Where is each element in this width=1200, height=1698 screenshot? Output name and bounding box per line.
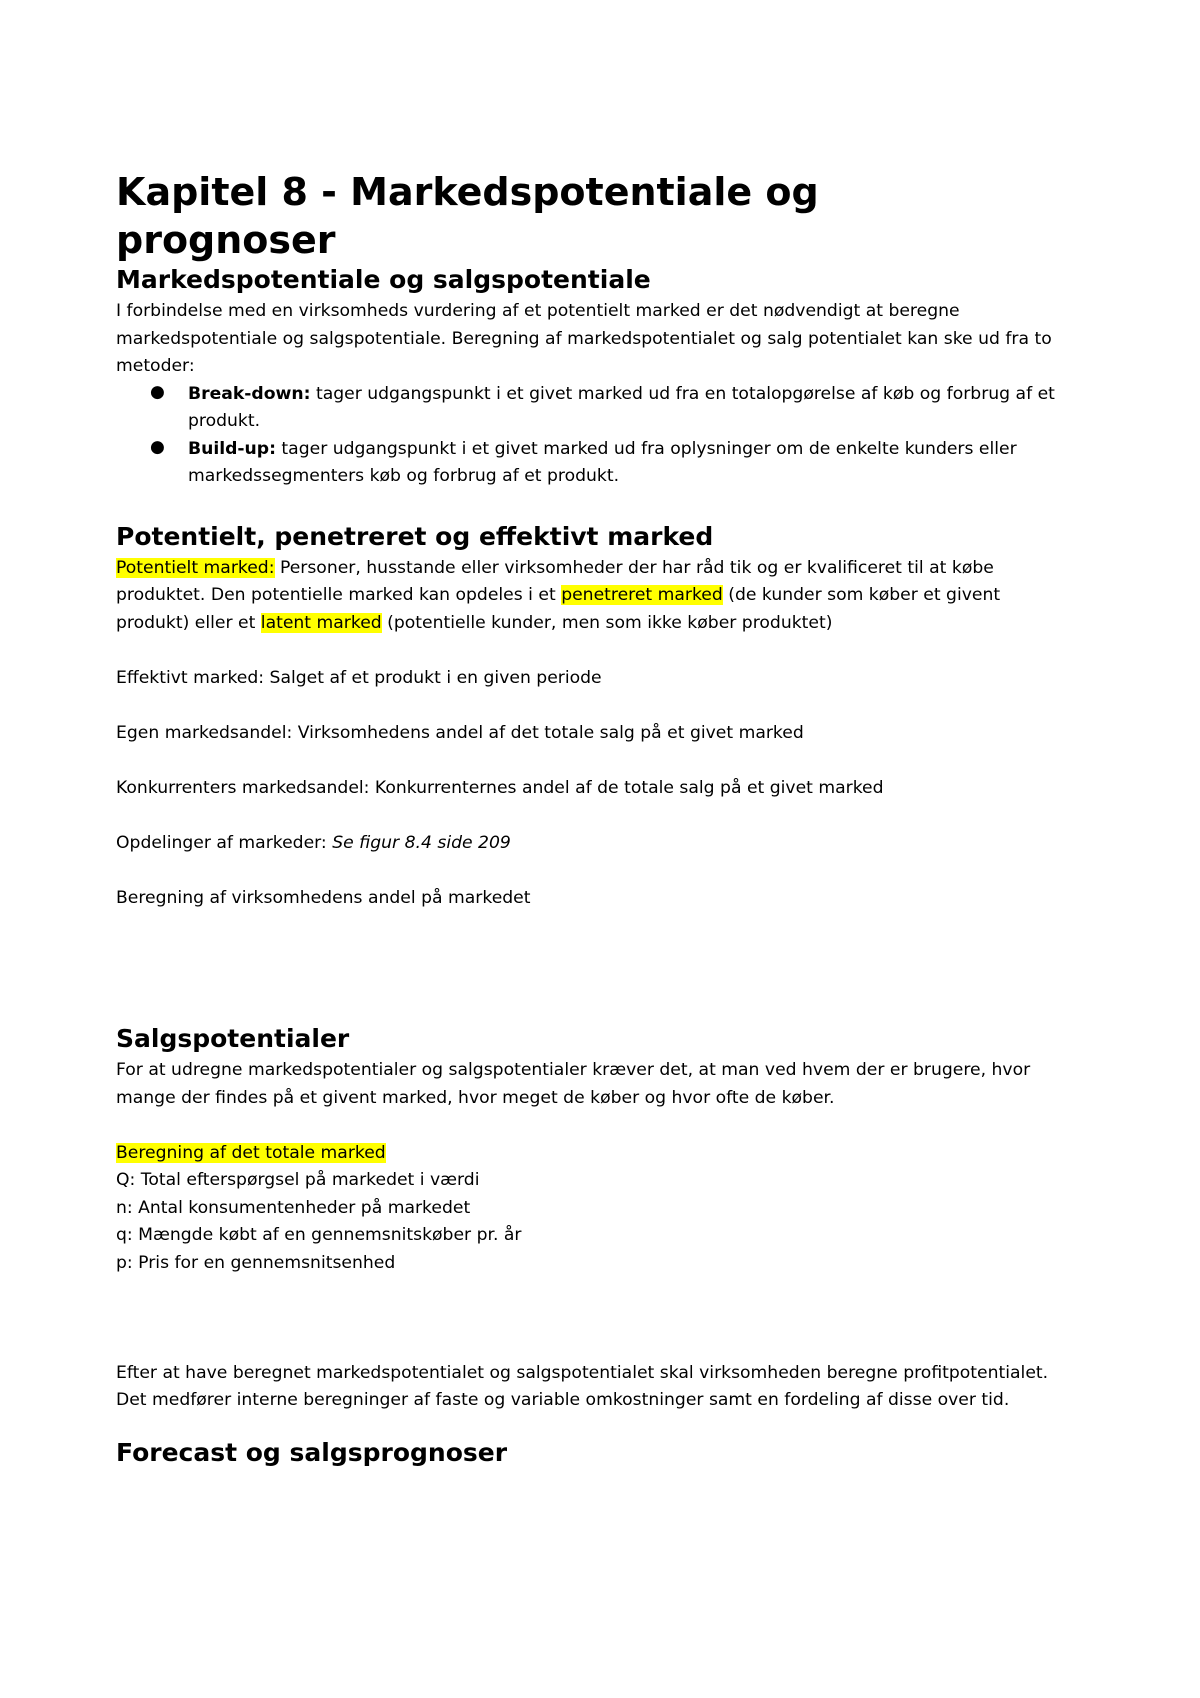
paragraph-text: produkt) eller et bbox=[116, 612, 261, 633]
paragraph-line bbox=[116, 582, 1096, 610]
highlighted-term: Beregning af det totale marked bbox=[116, 1142, 386, 1163]
figure-reference: Se figur 8.4 side 209 bbox=[332, 832, 511, 853]
section-heading-forecast: Forecast og salgsprognoser bbox=[116, 1437, 508, 1467]
term-text: produkt. bbox=[188, 411, 261, 431]
paragraph-line bbox=[116, 1140, 1096, 1168]
paragraph-line: Efter at have beregnet markedspotentialet og salgspotentialet skal virksomheden beregne profitpotentialet. bbox=[116, 1362, 1049, 1383]
bullet-icon: ● bbox=[150, 381, 165, 402]
term-text: markedssegmenters køb og forbrug af et produkt. bbox=[188, 466, 620, 486]
term-label: Break-down: bbox=[188, 383, 311, 404]
section-heading-markedspotentiale: Markedspotentiale og salgspotentiale bbox=[116, 265, 651, 294]
definition-line: p: Pris for en gennemsnitsenhed bbox=[116, 1252, 396, 1273]
paragraph-line: For at udregne markedspotentialer og salgspotentialer kræver det, at man ved hvem der er brugere, hvor bbox=[116, 1060, 1031, 1080]
paragraph-line: Effektivt marked: Salget af et produkt i en given periode bbox=[116, 667, 602, 688]
highlighted-term: Potentielt marked: bbox=[116, 557, 275, 578]
paragraph-text: (potentielle kunder, men som ikke køber produktet) bbox=[381, 612, 833, 633]
term-text: tager udgangspunkt i et givet marked ud fra en totalopgørelse af køb og forbrug af et bbox=[310, 383, 1055, 404]
paragraph-line: Det medfører interne beregninger af faste og variable omkostninger samt en fordeling af disse over tid. bbox=[116, 1390, 1010, 1410]
paragraph-line: markedspotentiale og salgspotentiale. Beregning af markedspotentialet og salg potentialet kan ske ud fra to bbox=[116, 328, 1052, 349]
paragraph-line: mange der findes på et givent marked, hvor meget de køber og hvor ofte de køber. bbox=[116, 1087, 835, 1108]
definition-line: n: Antal konsumentenheder på markedet bbox=[116, 1197, 471, 1218]
paragraph-line bbox=[116, 610, 1096, 638]
paragraph-line: Konkurrenters markedsandel: Konkurrenternes andel af de totale salg på et givet marked bbox=[116, 777, 884, 798]
section-heading-potentielt: Potentielt, penetreret og effektivt marked bbox=[116, 521, 714, 551]
page-title bbox=[116, 168, 1096, 264]
list-item bbox=[150, 381, 1096, 436]
methods-list bbox=[116, 381, 1096, 491]
list-item bbox=[150, 436, 1096, 491]
bullet-icon: ● bbox=[150, 436, 165, 457]
paragraph-text: (de kunder som køber et givent bbox=[722, 585, 1001, 605]
term-label: Build-up: bbox=[188, 438, 276, 459]
paragraph-text: produktet. Den potentielle marked kan opdeles i et bbox=[116, 585, 562, 605]
paragraph-text: Personer, husstande eller virksomheder der har råd tik og er kvalificeret til at købe bbox=[274, 557, 994, 578]
paragraph-line: I forbindelse med en virksomheds vurdering af et potentielt marked er det nødvendigt at beregne bbox=[116, 301, 960, 321]
definition-line: q: Mængde købt af en gennemsnitskøber pr. år bbox=[116, 1225, 522, 1245]
section-heading-salgspotentialer: Salgspotentialer bbox=[116, 1024, 350, 1053]
page-title-line: Kapitel 8 - Markedspotentiale og bbox=[116, 170, 819, 214]
paragraph-text: Opdelinger af markeder: bbox=[116, 832, 333, 853]
paragraph-line: Beregning af virksomhedens andel på markedet bbox=[116, 887, 531, 908]
paragraph-line: metoder: bbox=[116, 356, 195, 376]
page-title-line: prognoser bbox=[116, 218, 336, 262]
document-body bbox=[116, 168, 1096, 1471]
highlighted-term: latent marked bbox=[260, 612, 382, 633]
term-text: tager udgangspunkt i et givet marked ud fra oplysninger om de enkelte kunders eller bbox=[275, 438, 1017, 459]
paragraph-line: Egen markedsandel: Virksomhedens andel af det totale salg på et givet marked bbox=[116, 722, 804, 743]
paragraph-line bbox=[116, 555, 1096, 583]
paragraph-line bbox=[116, 830, 1096, 858]
highlighted-term: penetreret marked bbox=[561, 585, 723, 605]
definition-line: Q: Total efterspørgsel på markedet i værdi bbox=[116, 1170, 480, 1190]
